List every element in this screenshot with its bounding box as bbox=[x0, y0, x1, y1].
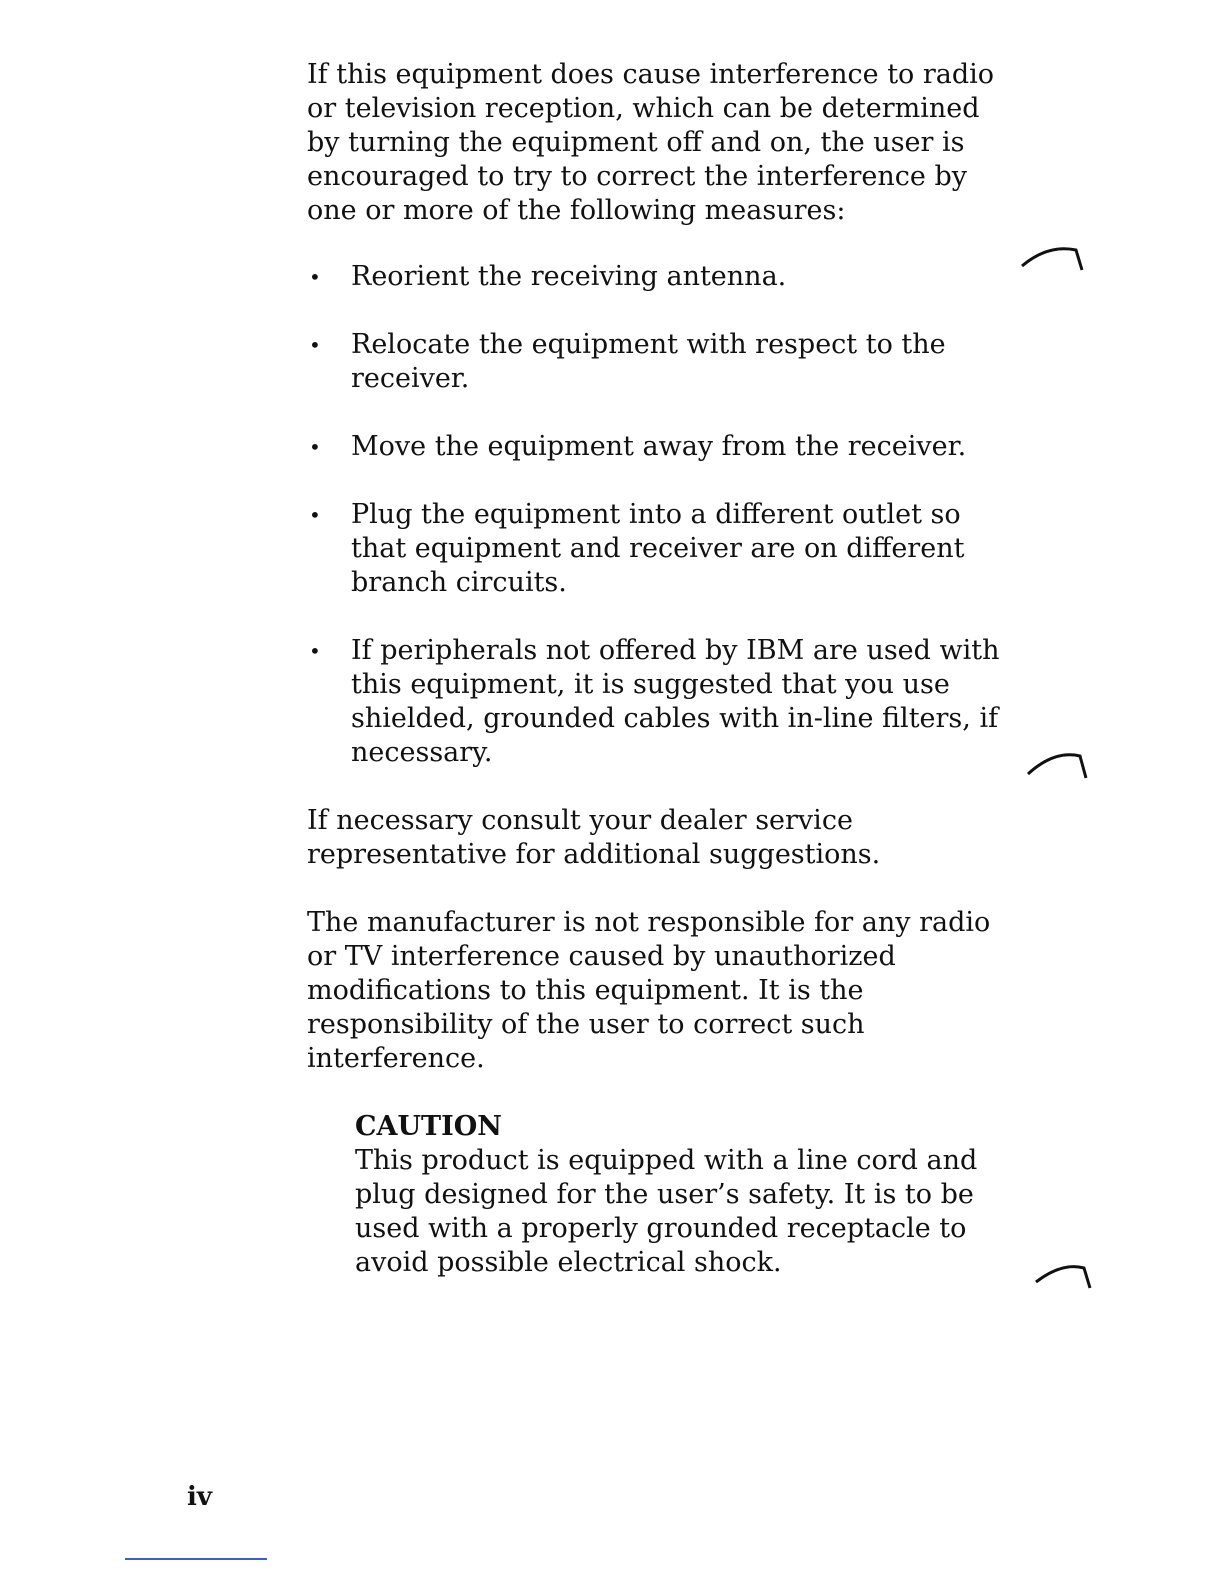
binder-hole-mark-icon bbox=[1018, 244, 1088, 274]
bullet-icon: • bbox=[309, 503, 321, 527]
list-item-text: Relocate the equipment with respect to the receiver. bbox=[351, 329, 946, 394]
list-item-text: If peripherals not offered by IBM are used with this equipment, it is suggested that you use shielded, grounded cables with in-line filters, if necessary. bbox=[351, 635, 1000, 768]
list-item-text: Move the equipment away from the receiver. bbox=[351, 431, 967, 462]
bullet-icon: • bbox=[309, 639, 321, 663]
intro-paragraph: If this equipment does cause interference to radio or television reception, which can be determined by turning the equipment off and on, the user is encouraged to try to correct the interference by one or more of the following measures: bbox=[307, 59, 995, 226]
binder-hole-mark-icon bbox=[1024, 750, 1094, 780]
caution-text: This product is equipped with a line cord and plug designed for the user’s safety. It is to be used with a properly grounded receptacle to avoid possible electrical shock. bbox=[355, 1145, 978, 1278]
caution-heading: CAUTION bbox=[355, 1111, 502, 1142]
list-item-text: Reorient the receiving antenna. bbox=[351, 261, 787, 292]
page-content bbox=[307, 58, 1007, 1280]
list-item-text: Plug the equipment into a different outlet so that equipment and receiver are on different branch circuits. bbox=[351, 499, 965, 598]
binder-hole-mark-icon bbox=[1032, 1262, 1102, 1292]
page-number: iv bbox=[187, 1482, 212, 1512]
list-item bbox=[307, 328, 1007, 396]
list-item bbox=[307, 430, 1007, 464]
bullet-icon: • bbox=[309, 333, 321, 357]
list-item bbox=[307, 634, 1007, 770]
bullet-icon: • bbox=[309, 265, 321, 289]
caution-block bbox=[355, 1110, 1007, 1280]
list-item bbox=[307, 260, 1007, 294]
dealer-paragraph: If necessary consult your dealer service representative for additional suggestions. bbox=[307, 805, 881, 870]
measures-list bbox=[307, 260, 1007, 770]
footer-rule bbox=[125, 1558, 267, 1560]
bullet-icon: • bbox=[309, 435, 321, 459]
list-item bbox=[307, 498, 1007, 600]
manufacturer-paragraph: The manufacturer is not responsible for any radio or TV interference caused by unauthorized modifications to this equipment. It is the responsibility of the user to correct such interference. bbox=[307, 907, 991, 1074]
